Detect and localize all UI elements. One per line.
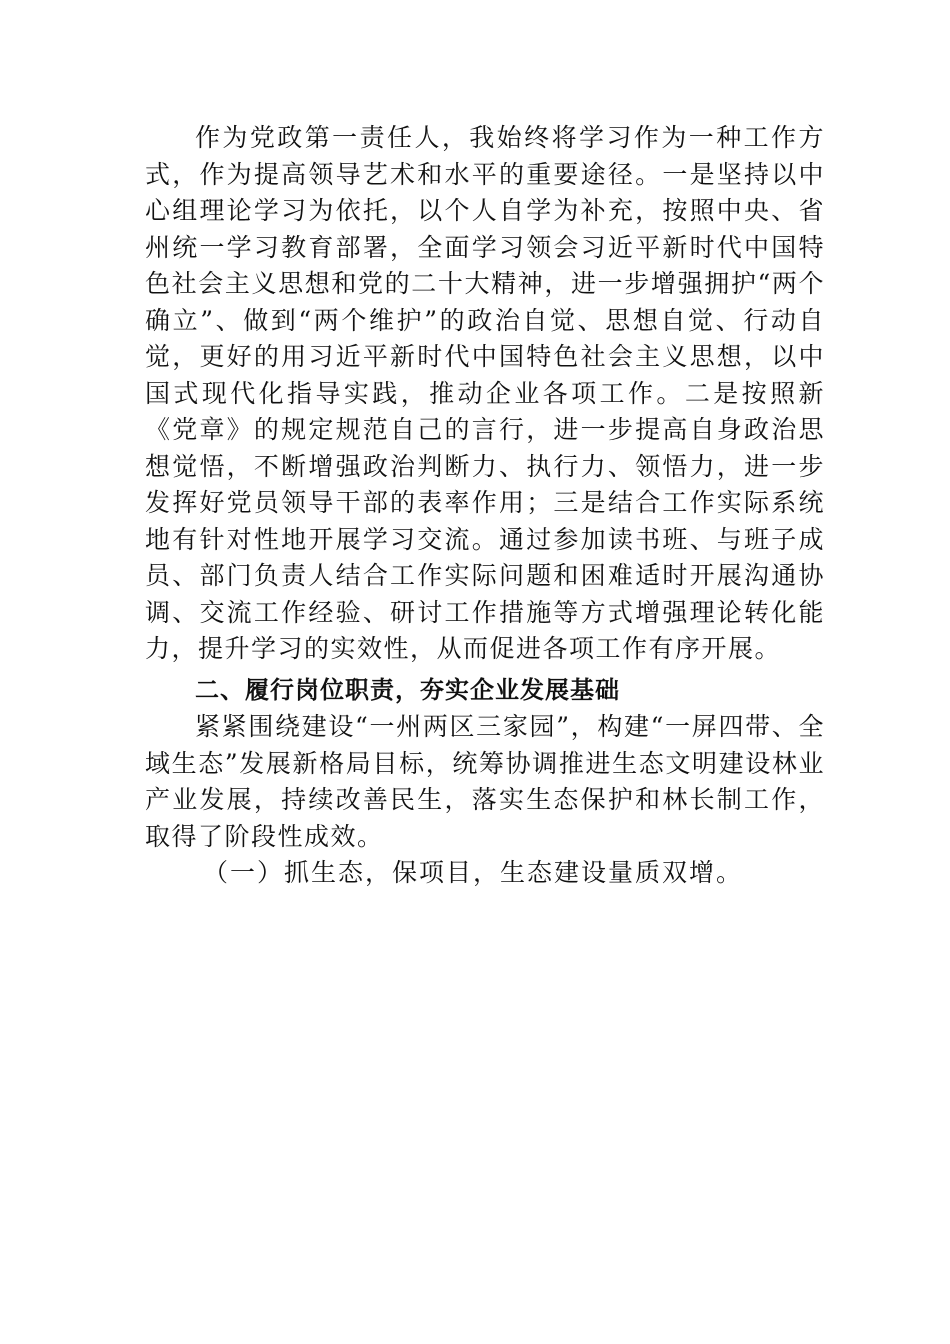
document-body bbox=[145, 120, 825, 892]
body-paragraph-study: 作为党政第一责任人，我始终将学习作为一种工作方式，作为提高领导艺术和水平的重要途径。一是坚持以中心组理论学习为依托，以个人自学为补充，按照中央、省州统一学习教育部署，全面学习领会习近平新时代中国特色社会主义思想和党的二十大精神，进一步增强拥护“两个确立”、做到“两个维护”的政治自觉、思想自觉、行动自觉，更好的用习近平新时代中国特色社会主义思想，以中国式现代化指导实践，推动企业各项工作。二是按照新《党章》的规定规范自己的言行，进一步提高自身政治思想觉悟，不断增强政治判断力、执行力、领悟力，进一步发挥好党员领导干部的表率作用；三是结合工作实际系统地有针对性地开展学习交流。通过参加读书班、与班子成员、部门负责人结合工作实际问题和困难适时开展沟通协调、交流工作经验、研讨工作措施等方式增强理论转化能力，提升学习的实效性，从而促进各项工作有序开展。 bbox=[145, 123, 825, 663]
subsection-heading: （一）抓生态，保项目，生态建设量质双增。 bbox=[203, 858, 744, 887]
section-heading: 二、履行岗位职责，夯实企业发展基础 bbox=[195, 675, 620, 704]
body-paragraph-duties: 紧紧围绕建设“一州两区三家园”，构建“一屏四带、全域生态”发展新格局目标，统筹协调推进生态文明建设林业产业发展，持续改善民生，落实生态保护和林长制工作，取得了阶段性成效。 bbox=[145, 712, 825, 851]
